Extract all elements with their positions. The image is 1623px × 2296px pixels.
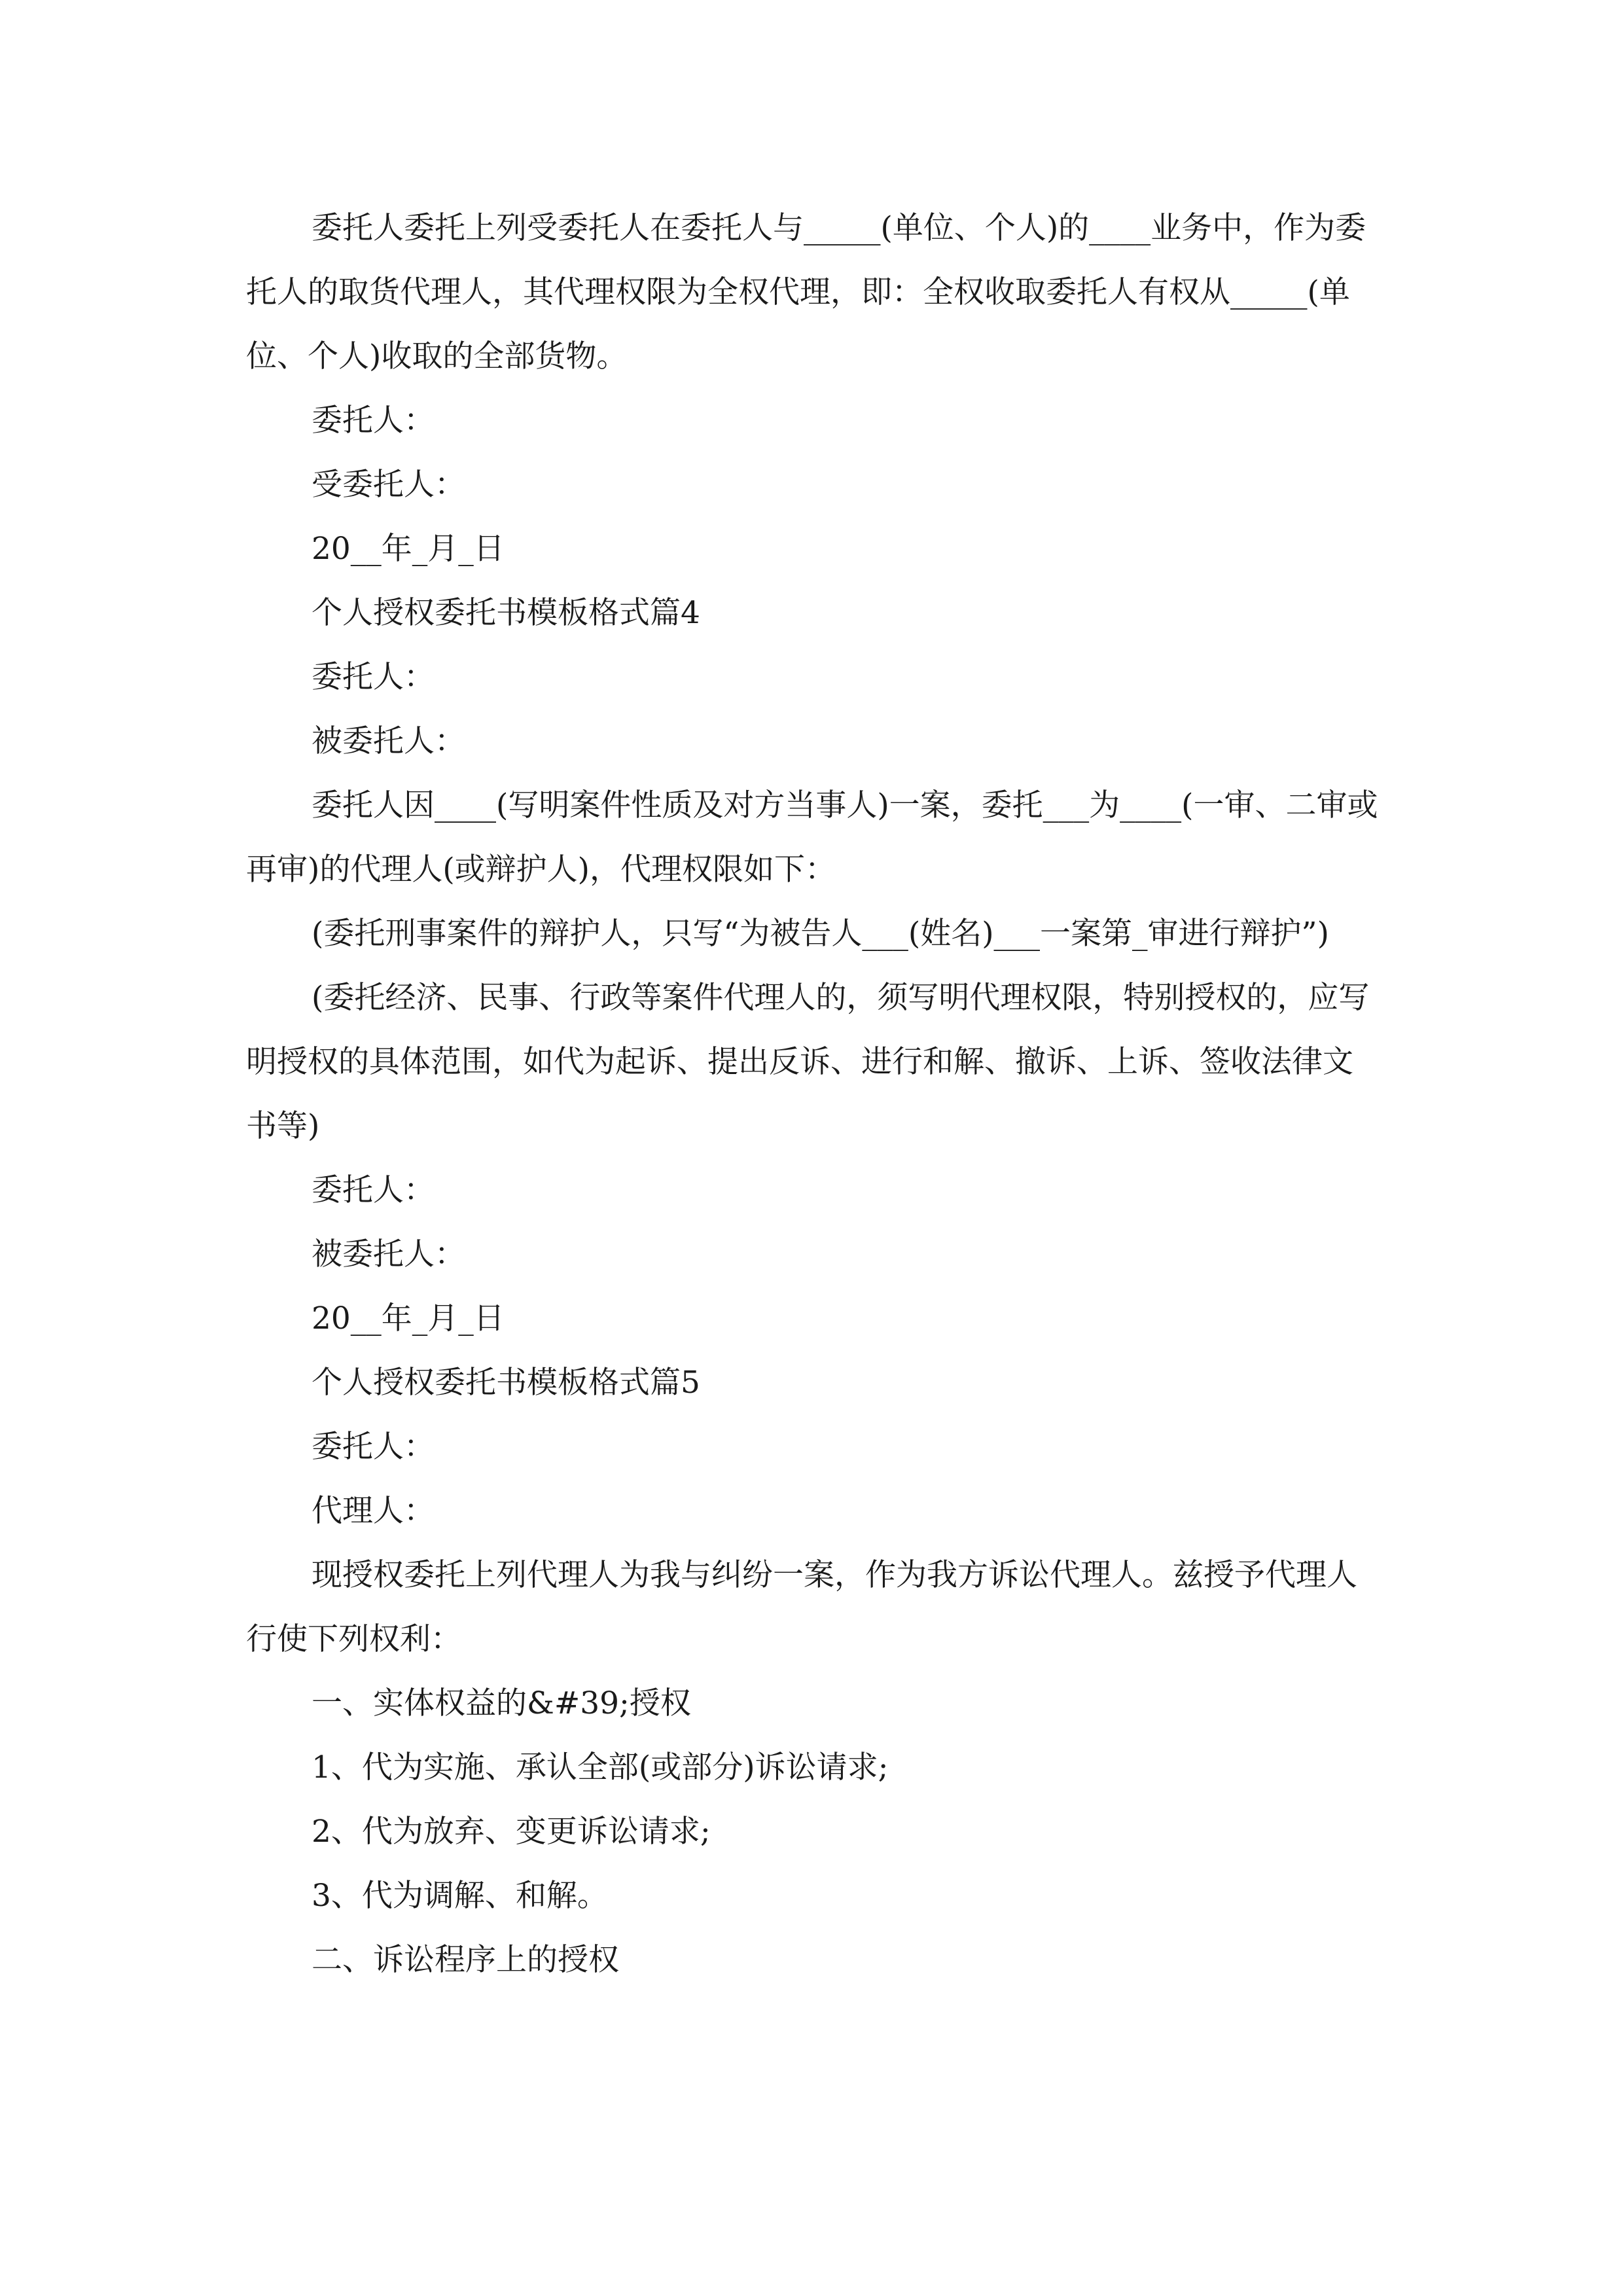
list-item: 2、代为放弃、变更诉讼请求; [312,1814,711,1850]
paragraph-case-entrustment: 委托人因____(写明案件性质及对方当事人)一案，委托___为____(一审、二审或再审)的代理人(或辩护人)，代理权限如下： [246,787,1378,888]
agent-line: 代理人： [312,1493,435,1529]
paragraph-civil-agent-note: (委托经济、民事、行政等案件代理人的，须写明代理权限，特别授权的，应写明授权的具体范围，如代为起诉、提出反诉、进行和解、撤诉、上诉、签收法律文书等) [246,980,1370,1144]
list-item: 1、代为实施、承认全部(或部分)诉讼请求; [312,1749,889,1785]
list-heading-procedural: 二、诉讼程序上的授权 [312,1942,619,1978]
entrusted-line: 被委托人： [312,723,465,759]
date-line: 20__年_月_日 [312,1300,505,1336]
paragraph-criminal-defense-note: (委托刑事案件的辩护人，只写“为被告人___(姓名)___一案第_审进行辩护”) [312,916,1329,952]
principal-line: 委托人： [312,1429,435,1465]
paragraph-entrustment-scope: 委托人委托上列受委托人在委托人与_____(单位、个人)的____业务中，作为委托人的取货代理人，其代理权限为全权代理，即：全权收取委托人有权从_____(单位、个人)收取的全部货物。 [246,210,1366,374]
list-item: 3、代为调解、和解。 [312,1878,608,1914]
section-heading-4: 个人授权委托书模板格式篇4 [312,595,700,631]
document-page [246,196,1378,1992]
principal-line: 委托人： [312,1172,435,1208]
trustee-line: 受委托人： [312,467,465,503]
date-line: 20__年_月_日 [312,531,505,567]
principal-line: 委托人： [312,659,435,695]
paragraph-litigation-authorization: 现授权委托上列代理人为我与纠纷一案，作为我方诉讼代理人。兹授予代理人行使下列权利： [246,1557,1357,1657]
section-heading-5: 个人授权委托书模板格式篇5 [312,1365,700,1401]
list-heading-substantive: 一、实体权益的&#39;授权 [312,1685,691,1721]
entrusted-line: 被委托人： [312,1236,465,1272]
principal-line: 委托人： [312,403,435,439]
